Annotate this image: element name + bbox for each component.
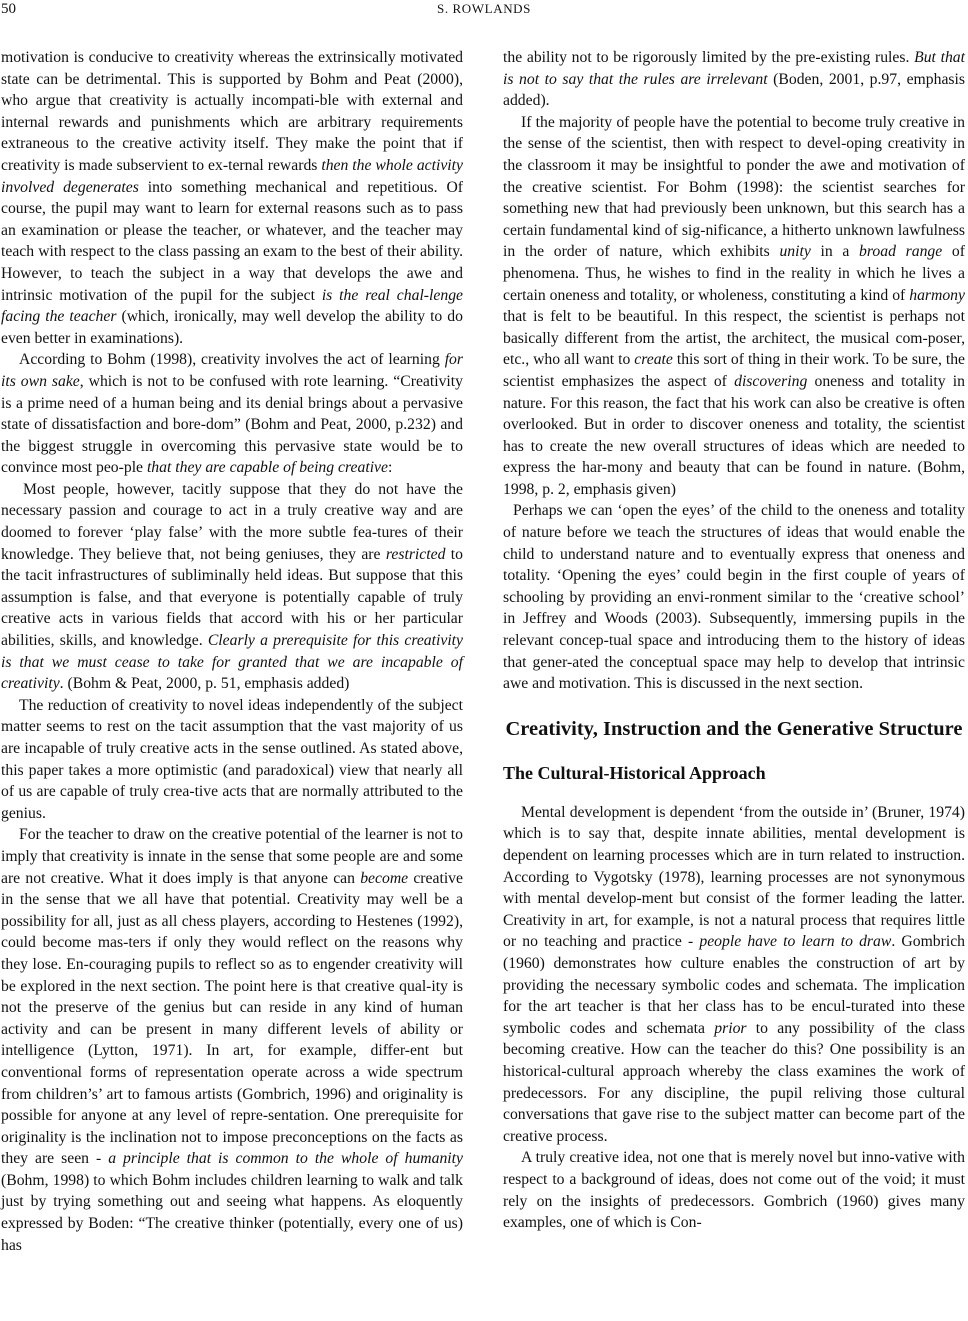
text-run: A truly creative idea, not one that is merely novel but inno-vative with respect to a background of ideas, does not come out of the void; it must rely on the insights of predecessors. Gombrich (1960) gives many examples, one of which is Con- xyxy=(503,1149,965,1232)
page-header xyxy=(0,0,968,24)
italic-text: discovering xyxy=(734,372,808,390)
italic-text: people have to learn to draw xyxy=(699,933,892,951)
text-run: . Gombrich (1960) demonstrates how culture enables the construction of art by providing the necessary symbolic codes and schemata. The implication for the art teacher is that her class has to be encul-turated into these symbolic codes and schemata xyxy=(503,933,966,1037)
paragraph xyxy=(1,47,463,349)
text-run: Perhaps we can ‘open the eyes’ of the child to the oneness and totality of nature before we teach the structures of ideas that would enable the child to understand nature and to eventually express that oneness and totality. ‘Opening the eyes’ could begin in the first couple of years of schooling by providing an envi-ronment similar to the ‘creative school’ in Jeffrey and Woods (2003). Subsequently, immersing pupils in the relevant concep-tual space and introducing them to the history of ideas that gener-ated the conceptual space may help to develop that intrinsic awe and motivation. This is discussed in the next section. xyxy=(503,502,965,693)
italic-text: But that is not to say that the rules are irrelevant xyxy=(503,49,965,88)
text-run: According to Bohm (1998), creativity involves the act of learning xyxy=(19,351,445,369)
subsection-title: The Cultural-Historical Approach xyxy=(503,762,766,783)
paragraph xyxy=(503,1147,965,1233)
text-run: to any possibility of the class becoming creative. How can the teacher do this? One possibility is an historical-cultural approach whereby the class examines the work of predecessors. For any discipline, the pupil reliving those cultural conversations that gave rise to the subject matter can become part of the creative process. xyxy=(503,1019,965,1145)
text-run: Most people, however, tacitly suppose that they do not have the necessary passion and courage to act in a truly creative way and are doomed to forever ‘play false’ with the more subtle fea-tures of their knowledge. They believe that, not being geniuses, they are xyxy=(1,480,463,563)
text-run: creative in the sense that we all have that potential. Creativity may well be a possibility for all, just as all chess players, according to Hestenes (1992), could become mas-ters if only they would reflect on the reasons why they lose. En-couraging pupils to reflect so as to engender creativity will be explored in the next section. The point here is that creative qual-ity is not the preserve of the genius but can reside in any kind of human activity and can be present in many different levels of ability or intelligence (Lytton, 1971). In art, for example, differ-ent but conventional forms of representation operate across a wide spectrum from children’s’ art to famous artists (Gombrich, 1996) and originality is possible for anyone at any level of repre-sentation. One prerequisite for originality is the inclination not to impose preconceptions on the facts as they are seen - xyxy=(1,869,463,1168)
running-head: S. ROWLANDS xyxy=(437,1,531,16)
right-column xyxy=(503,47,965,1234)
block-quote xyxy=(1,479,463,695)
text-run: (Boden, 2001, p.97, emphasis added). xyxy=(503,70,965,110)
section-title: Creativity, Instruction and the Generative Structure xyxy=(505,717,963,740)
text-run: (Bohm, 1998) to which Bohm includes children learning to walk and talk just by trying something out and seeing what happens. As eloquently expressed by Boden: “The creative thinker (potentially, every one of us) has xyxy=(1,1171,463,1254)
text-run: (which, ironically, may well develop the ability to do even better in examinations). xyxy=(1,308,463,347)
text-run: . (Bohm & Peat, 2000, p. 51, emphasis added) xyxy=(59,675,350,693)
paragraph xyxy=(1,349,463,479)
italic-text: then the whole activity involved degenerates xyxy=(1,156,463,196)
left-column xyxy=(1,47,463,1256)
text-run: this sort of thing in their work. To be sure, the scientist emphasizes the aspect of xyxy=(503,351,966,390)
italic-text: is the real chal-lenge facing the teacher xyxy=(1,286,463,326)
italic-text: Clearly a prerequisite for this creativity is that we must cease to take for granted that we are incapable of creativity xyxy=(1,632,464,693)
text-run: that is felt to be beautiful. In this respect, the scientist is perhaps not basically different from the artist, the architect, the musical com-poser, etc., who all want to xyxy=(503,308,965,369)
italic-text: restricted xyxy=(385,545,446,563)
text-run: , which is not to be confused with rote learning. “Creativity is a prime need of a human being and its denial brings about a pervasive state of dissatisfaction and bore-dom” (Bohm and Peat, 2000, p.232) and the biggest struggle in overcoming this pervasive state would be to convince most peo-ple xyxy=(1,372,463,477)
italic-text: harmony xyxy=(909,286,965,304)
italic-text: that they are capable of being creative xyxy=(146,459,388,477)
text-run: into something mechanical and repetitious. Of course, the pupil may want to learn for external reasons such as to pass an examination or please the teacher, or whatever, and the teacher may teach with respect to the class passing an exam to the best of their ability. However, to teach the subject in a way that develops the awe and intrinsic motivation of the pupil for the subject xyxy=(1,178,463,304)
block-quote xyxy=(503,112,965,501)
italic-text: a principle that is common to the whole of humanity xyxy=(108,1150,463,1168)
text-run: in a xyxy=(810,243,860,261)
paragraph xyxy=(503,500,965,694)
text-run: Mental development is dependent ‘from the outside in’ (Bruner, 1974) which is to say that, despite innate abilities, mental development is dependent on learning processes which are in turn related to instruction. According to Vygotsky (1978), learning processes are not synonymous with mental develop-ment but consist of the former leading the latter. Creativity in art, for example, is not a natural process that requires little or no teaching and practice - xyxy=(503,803,965,951)
italic-text: prior xyxy=(714,1019,747,1037)
text-run: The reduction of creativity to novel ideas independently of the subject matter seems to rest on the tacit assumption that the vast majority of us are incapable of truly creative acts in the sense outlined. As stated above, this paper takes a more optimistic (and paradoxical) view that nearly all of us are capable of truly crea-tive acts that are normally attributed to the genius. xyxy=(1,696,463,822)
text-run: oneness and totality in nature. For this reason, the fact that his work can also be creative is often overlooked. But in order to discover oneness and totality, the scientist has to create the new overall structures of ideas which are needed to express the har-mony and beauty that can be found in nature. (Bohm, 1998, p. 2, emphasis given) xyxy=(503,372,966,498)
paragraph xyxy=(1,824,463,1256)
text-run: For the teacher to draw on the creative potential of the learner is not to imply that creativity is innate in the sense that some people are and some are not creative. What it does imply is that anyone can xyxy=(1,826,463,887)
text-run: : xyxy=(387,459,393,477)
italic-text: unity xyxy=(779,243,811,261)
text-run: motivation is conducive to creativity whereas the extrinsically motivated state can be detrimental. This is supported by Bohm and Peat (2000), who argue that creativity is actually incompati-ble with external and internal rewards and punishments which are arbitrary requirements extraneous to the creative activity itself. They make the point that if creativity is made subservient to ex-ternal rewards xyxy=(1,49,463,174)
text-run: If the majority of people have the potential to become truly creative in the sense of the scientist, then with respect to devel-oping creativity in the classroom it may be insightful to ponder the awe and motivation of the creative scientist. For Bohm (1998): the scientist searches for something new that had previously been unknown, but this search has a certain fundamental kind of sig-nificance, a hitherto unknown lawfulness in the order of nature, which exhibits xyxy=(503,113,965,261)
page-number: 50 xyxy=(1,1,16,17)
paragraph xyxy=(503,802,965,1148)
text-run: of phenomena. Thus, he wishes to find in the reality in which he lives a certain oneness and totality, or wholeness, constituting a kind of xyxy=(503,243,965,304)
text-run: to the tacit infrastructures of subliminally held ideas. But suppose that this assumption is false, and that everyone is potentially capable of truly creative acts in various fields that accord with his or her particular abilities, skills, and knowledge. xyxy=(1,545,464,650)
italic-text: create xyxy=(634,351,673,369)
italic-text: broad range xyxy=(859,243,943,261)
text-run: the ability not to be rigorously limited by the pre-existing rules. xyxy=(503,49,915,66)
italic-text: for its own sake xyxy=(1,351,463,390)
italic-text: become xyxy=(360,869,409,887)
paragraph xyxy=(503,47,965,112)
paragraph xyxy=(1,695,463,825)
